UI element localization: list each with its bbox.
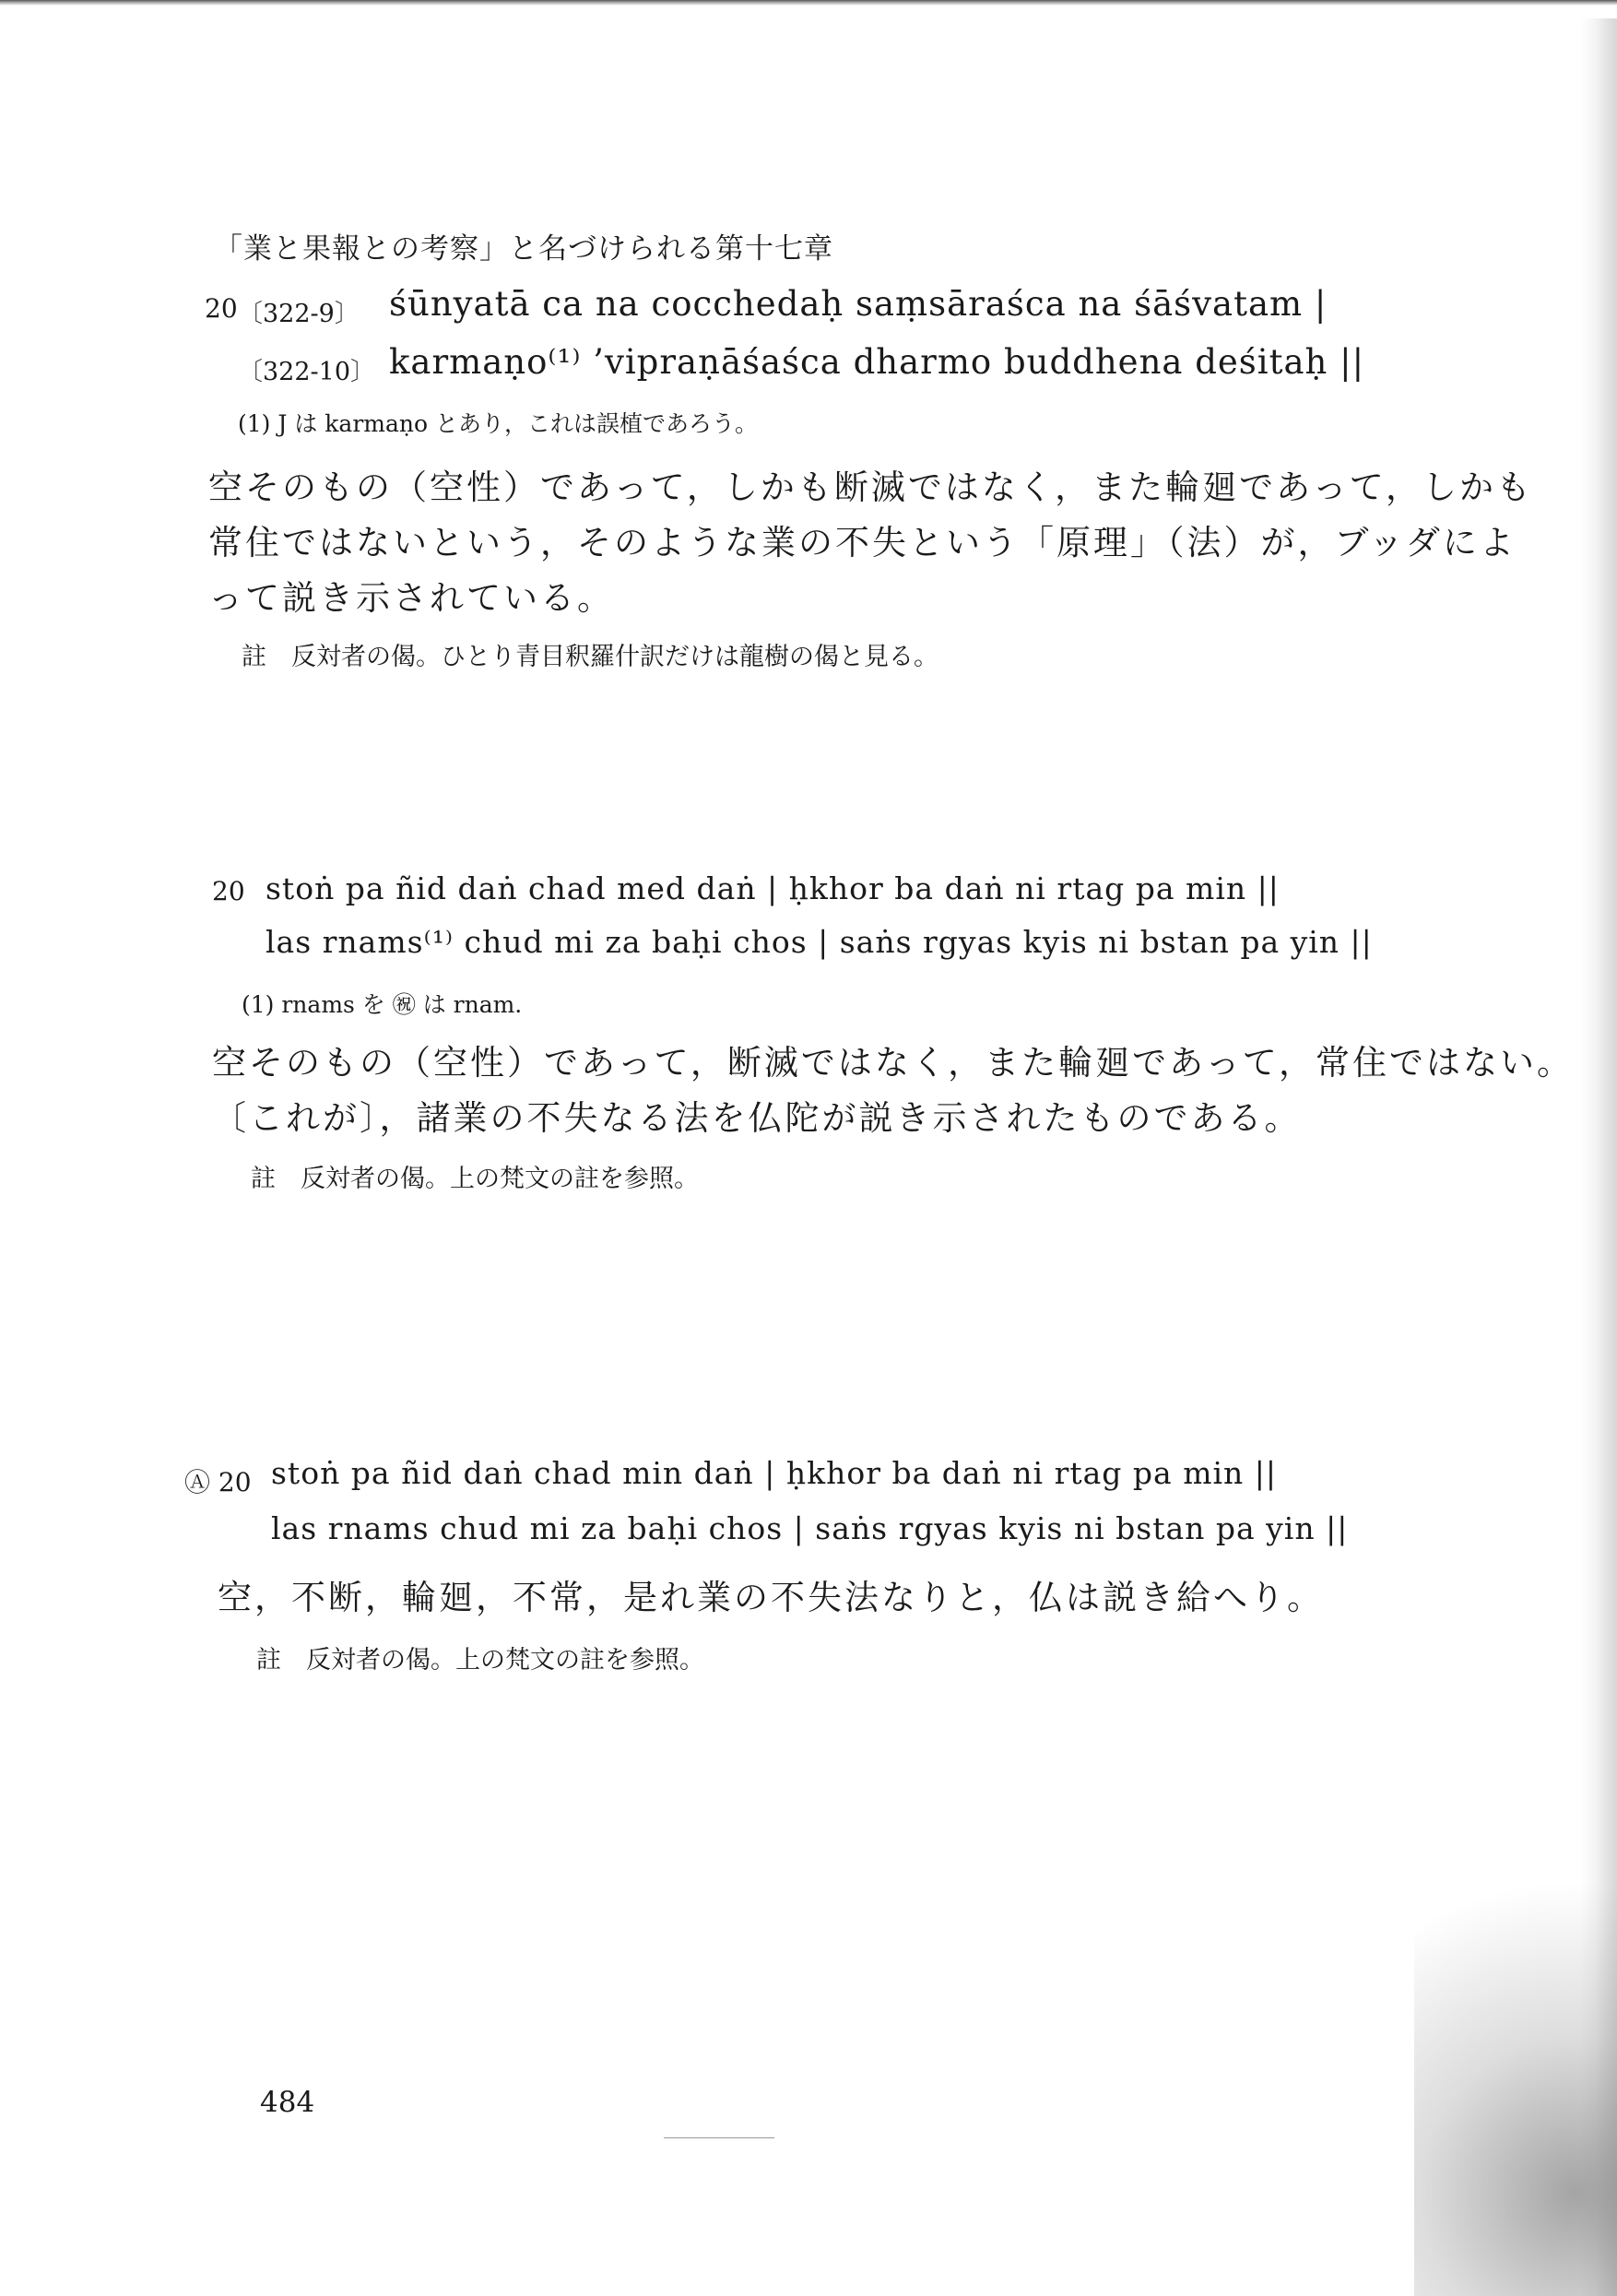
note: 註 反対者の偈。上の梵文の註を参照。 — [256, 1646, 704, 1675]
tibetan-line: las rnams⁽¹⁾ chud mi za baḥi chos | saṅs rgyas kyis ni bstan pa yin || — [266, 924, 1373, 960]
translation-line: 空，不断，輪廻，不常，是れ業の不失法なりと，仏は説き給へり。 — [218, 1578, 1324, 1617]
tibetan-line: stoṅ pa ñid daṅ chad min daṅ | ḥkhor ba daṅ ni rtag pa min || — [271, 1455, 1278, 1491]
verse-number: 20 — [205, 293, 238, 324]
translation-line: 常住ではないという，そのような業の不失という「原理」（法）が，ブッダによ — [208, 523, 1517, 562]
chapter-title: 「業と果報との考察」と名づけられる第十七章 — [214, 232, 833, 266]
tibetan-line: stoṅ pa ñid daṅ chad med daṅ | ḥkhor ba daṅ ni rtag pa min || — [266, 870, 1280, 906]
verse-ref: 〔322-9〕 — [238, 300, 360, 328]
translation-line: って説き示されている。 — [208, 578, 614, 618]
sanskrit-line: karmaṇo⁽¹⁾ ’vipraṇāśaśca dharmo buddhena deśitaḥ || — [389, 342, 1365, 382]
note: 註 反対者の偈。上の梵文の註を参照。 — [251, 1165, 699, 1193]
footnote: (1) J は karmaṇo とあり，これは誤植であろう。 — [238, 410, 758, 437]
translation-line: 空そのもの（空性）であって，断滅ではなく，また輪廻であって，常住ではない。 — [212, 1043, 1575, 1083]
note: 註 反対者の偈。ひとり青目釈羅什訳だけは龍樹の偈と見る。 — [242, 643, 938, 671]
scan-corner-noise — [1414, 1780, 1617, 2296]
footnote: (1) rnams を ㊗ は rnam. — [242, 991, 523, 1018]
verse-ref: 〔322-10〕 — [238, 358, 376, 386]
page-number: 484 — [260, 2086, 315, 2119]
scan-artifact-line — [664, 2137, 774, 2138]
scan-top-edge — [0, 0, 1617, 6]
verse-number: Ⓐ 20 — [184, 1467, 252, 1497]
verse-number: 20 — [212, 876, 245, 906]
translation-line: 空そのもの（空性）であって，しかも断滅ではなく，また輪廻であって，しかも — [208, 467, 1534, 507]
translation-line: 〔これが〕，諸業の不失なる法を仏陀が説き示されたものである。 — [212, 1098, 1302, 1138]
tibetan-line: las rnams chud mi za baḥi chos | saṅs rgyas kyis ni bstan pa yin || — [271, 1510, 1349, 1546]
sanskrit-line: śūnyatā ca na cocchedaḥ saṃsāraśca na śāśvatam | — [389, 284, 1328, 324]
